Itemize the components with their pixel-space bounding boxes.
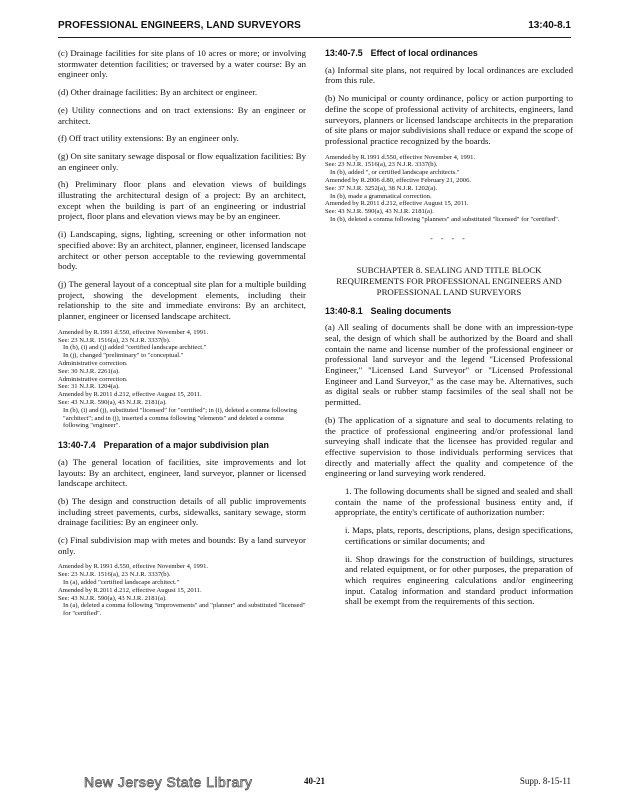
paragraph: (j) The general layout of a conceptual site plan for a multiple building project, showing the development elements, including their relationship to the site and immediate environs: By an architect, planner, engineer or licensed landscape architect. — [58, 278, 306, 322]
note-line: See: 23 N.J.R. 1516(a), 23 N.J.R. 3337(b). — [325, 161, 438, 169]
header-rule — [58, 37, 571, 38]
paragraph: (b) The application of a signature and seal to documents relating to the practice of professional engineering and/or professional land surveying shall indicate that the licensee has provided regular and effective supervision to those individuals performing services that directly and materially affect the quality and competence of the engineering or land surveying work rendered. — [325, 414, 573, 479]
section-heading — [325, 48, 573, 59]
note-line: In (b), added ", or certified landscape architects." — [330, 169, 460, 177]
note-line: In (j), changed "preliminary" to "conceptual." — [63, 352, 184, 360]
list-subitem: i. Maps, plats, reports, descriptions, plans, design specifications, certifications or similar documents; and — [345, 525, 573, 546]
library-watermark: New Jersey State Library — [84, 774, 253, 790]
list-item: 1. The following documents shall be signed and sealed and shall contain the name of the professional business entity and, if appropriate, the entity's certificate of authorization number: — [335, 486, 573, 518]
paragraph: (a) The general location of facilities, site improvements and lot layouts: By an architect, engineer, land surveyor, planner or licensed landscape architect. — [58, 456, 306, 489]
note-line: Amended by R.2006 d.80, effective February 21, 2006. — [325, 177, 472, 185]
note-line: See: 23 N.J.R. 1516(a), 23 N.J.R. 3337(b). — [58, 571, 171, 579]
note-line: See: 43 N.J.R. 590(a), 43 N.J.R. 2181(a). — [58, 398, 167, 406]
amendment-note — [58, 563, 306, 618]
paragraph: (d) Other drainage facilities: By an architect or engineer. — [58, 87, 258, 98]
note-line: In (a), added "certified landscape architect." — [63, 579, 180, 587]
section-number: 13:40-7.4 — [58, 440, 96, 451]
paragraph: (b) The design and construction details of all public improvements including street pavements, curbs, sidewalks, sanitary sewage, storm drainage facilities: By an engineer only. — [58, 495, 306, 528]
section-title: Sealing documents — [370, 305, 452, 316]
note-line: See: 30 N.J.R. 2261(a). — [58, 367, 120, 375]
note-line: Amended by R.2011 d.212, effective August 15, 2011. — [58, 586, 202, 594]
note-line: See: 31 N.J.R. 1204(a). — [58, 383, 120, 391]
note-line: See: 37 N.J.R. 3252(a), 38 N.J.R. 1202(a). — [325, 184, 438, 192]
header-title: PROFESSIONAL ENGINEERS, LAND SURVEYORS — [58, 20, 301, 31]
note-line: Administrative correction. — [58, 359, 128, 367]
note-line: Amended by R.1991 d.550, effective November 4, 1991. — [58, 328, 209, 336]
paragraph: (e) Utility connections and on tract extensions: By an engineer or architect. — [58, 104, 306, 126]
section-number: 13:40-8.1 — [325, 305, 363, 316]
section-heading — [325, 306, 573, 317]
note-line: Amended by R.1991 d.550, effective November 4, 1991. — [58, 563, 209, 571]
section-title: Effect of local ordinances — [370, 48, 478, 58]
paragraph: (c) Final subdivision map with metes and bounds: By a land surveyor only. — [58, 535, 306, 556]
page-number: 40-21 — [304, 776, 325, 786]
section-number: 13:40-7.5 — [325, 48, 363, 58]
list-subitem: ii. Shop drawings for the construction of buildings, structures and related equipment, or for other purposes, the preparation of which requires engineering calculations and/or engineering input. Catalog information and standard product information shall be exempt from the requirements of this section. — [345, 553, 573, 607]
right-column — [325, 48, 573, 614]
note-line: In (b), (i) and (j) added "certified landscape architect." — [63, 344, 207, 352]
note-line: In (b), (i) and (j), substituted "licensed" for "certified"; in (i), deleted a comma following "architect"; and in (j), inserted a comma following "elements" and deleted a comma following "engineer". — [63, 406, 297, 430]
paragraph: (a) All sealing of documents shall be done with an impression-type seal, the design of which shall be authorized by the Board and shall contain the name and license number of the professional engineer or professional land surveyor and the legend "Licensed Professional Engineer," "Licensed Land Surveyor" or "Licensed Professional Engineer and Land Surveyor," as the case may be. Alternatives, such as digital seals or rubber stamp facsimiles of the seal shall not be permitted. — [325, 322, 573, 408]
paragraph: (c) Drainage facilities for site plans of 10 acres or more; or involving stormwater detention facilities; or traversed by a water course: By an engineer only. — [58, 48, 306, 80]
running-header — [58, 20, 571, 34]
note-line: Amended by R.2011 d.212, effective August 15, 2011. — [325, 200, 469, 208]
left-column — [58, 48, 306, 628]
amendment-note — [58, 329, 306, 430]
paragraph: (b) No municipal or county ordinance, policy or action purporting to define the scope of professional activity of architects, engineers, land surveyors, planners or licensed landscape architects in the preparation of site plans or major subdivisions shall reduce or expand the scope of professional practice recognized by the boards. — [325, 93, 573, 146]
amendment-note — [325, 154, 573, 224]
note-line: Administrative correction. — [58, 375, 128, 383]
page-footer — [58, 776, 571, 792]
note-line: Amended by R.2011 d.212, effective August 15, 2011. — [58, 391, 202, 399]
paragraph: (g) On site sanitary sewage disposal or flow equalization facilities: By an engineer only. — [58, 150, 306, 172]
note-line: See: 23 N.J.R. 1516(a), 23 N.J.R. 3337(b). — [58, 336, 171, 344]
paragraph: (h) Preliminary floor plans and elevation views of buildings illustrating the architectural design of a project: By an architect, except when the building is part of an engineering or industrial project, floor plans and elevation views may be by an engineer. — [58, 179, 306, 222]
note-line: See: 43 N.J.R. 590(a), 43 N.J.R. 2181(a). — [325, 208, 434, 216]
note-line: In (a), deleted a comma following "improvements" and "planner" and substituted "licensed" for "certified". — [63, 602, 306, 618]
note-line: In (b), deleted a comma following "planners" and substituted "licensed" for "certified". — [330, 216, 560, 223]
note-line: Amended by R.1991 d.550, effective November 4, 1991. — [325, 153, 476, 161]
note-line: In (b), made a grammatical correction. — [330, 192, 432, 200]
section-title: Preparation of a major subdivision plan — [103, 440, 269, 451]
separator: - - - - — [430, 233, 468, 243]
subchapter-heading: SUBCHAPTER 8. SEALING AND TITLE BLOCK REQUIREMENTS FOR PROFESSIONAL ENGINEERS AND PROFESSIONAL LAND SURVEYORS — [336, 264, 562, 297]
paragraph: (f) Off tract utility extensions: By an engineer only. — [58, 133, 239, 144]
section-heading — [58, 440, 306, 451]
header-section: 13:40-8.1 — [528, 20, 571, 31]
paragraph: (a) Informal site plans, not required by local ordinances are excluded from this rule. — [325, 64, 573, 86]
note-line: See: 43 N.J.R. 590(a), 43 N.J.R. 2181(a). — [58, 594, 167, 602]
supplement-date: Supp. 8-15-11 — [519, 776, 571, 786]
paragraph: (i) Landscaping, signs, lighting, screening or other information not specified above: By an architect, planner, engineer, licensed landscape architect or other person acceptable to the reviewing governmental body. — [58, 229, 306, 272]
